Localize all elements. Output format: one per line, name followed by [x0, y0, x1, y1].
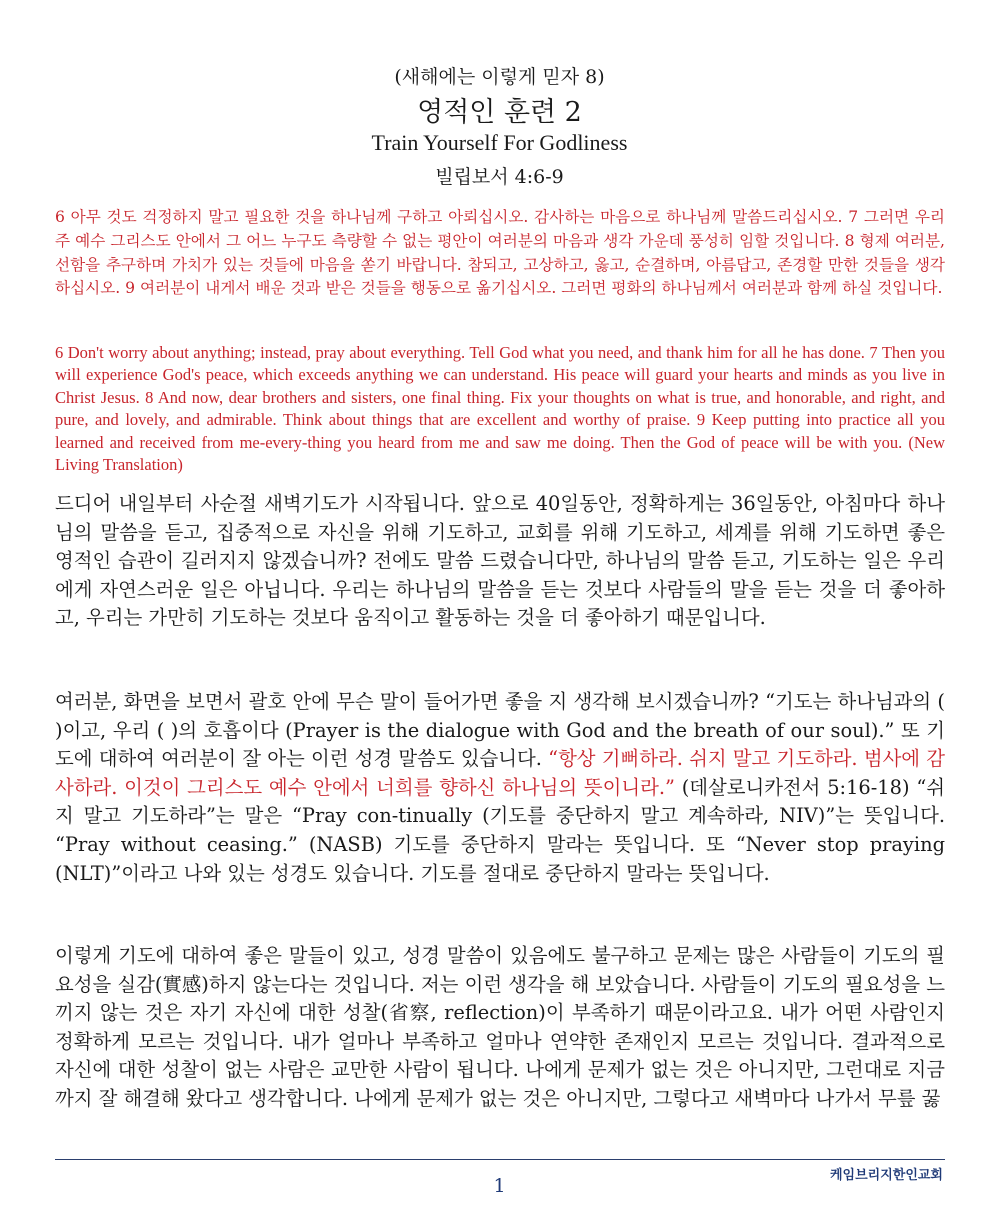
body-paragraph-1: 드디어 내일부터 사순절 새벽기도가 시작됩니다. 앞으로 40일동안, 정확하게는 36일동안, 아침마다 하나님의 말씀을 듣고, 집중적으로 자신을 위해 기도하고, 교회를 위해 기도하고, 세계를 위해 기도하면 좋은 영적인 습관이 길러지지 않겠습니까? 전에도 말씀 드렸습니다만, 하나님의 말씀 듣고, 기도하는 일은 우리에게 자연스러운 일은 아닙니다. 우리는 하나님의 말씀을 듣는 것보다 사람들의 말을 듣는 것을 더 좋아하고, 우리는 가만히 기도하는 것보다 움직이고 활동하는 것을 더 좋아하기 때문입니다.: [55, 492, 945, 630]
body-paragraph-3: 이렇게 기도에 대하여 좋은 말들이 있고, 성경 말씀이 있음에도 불구하고 문제는 많은 사람들이 기도의 필요성을 실감(實感)하지 않는다는 것입니다. 저는 이런 생각을 해 보았습니다. 사람들이 기도의 필요성을 느끼지 않는 것은 자기 자신에 대한 성찰(省察, reflection)이 부족하기 때문이라고요. 내가 어떤 사람인지 정확하게 모르는 것입니다. 내가 얼마나 부족하고 얼마나 연약한 존재인지 모르는 것입니다. 결과적으로 자신에 대한 성찰이 없는 사람은 교만한 사람이 됩니다. 나에게 문제가 없는 것은 아니지만, 그런대로 지금까지 잘 해결해 왔다고 생각합니다. 나에게 문제가 없는 것은 아니지만, 그렇다고 새벽마다 나가서 무릎 꿇: [55, 944, 945, 1110]
english-scripture-passage: 6 Don't worry about anything; instead, pray about everything. Tell God what you need, and thank him for all he has done. 7 Then you will experience God's peace, which exceeds anything we can understand. His peace will guard your hearts and minds as you live in Christ Jesus. 8 And now, dear brothers and sisters, one final thing. Fix your thoughts on what is true, and honorable, and right, and pure, and lovely, and admirable. Think about things that are excellent and worthy of praise. 9 Keep putting into practice all you learned and received from me-every-thing you heard from me and saw me doing. Then the God of peace will be with you. (New Living Translation): [55, 343, 945, 475]
sermon-subtitle: Train Yourself For Godliness: [371, 130, 628, 155]
page-number: 1: [493, 1175, 506, 1197]
church-name: 케임브리지한인교회: [829, 1168, 943, 1183]
sermon-series: (새해에는 이렇게 믿자 8): [394, 66, 605, 88]
quoted-scripture: “항상 기뻐하라. 쉬지 말고 기도하라. 범사에 감사하라. 이것이 그리스도 예수 안에서 너희를 향하신 하나님의 뜻이니라.”: [55, 747, 945, 799]
body-paragraph-2: [55, 688, 945, 888]
paragraph-text: 여러분, 화면을 보면서 괄호 안에 무슨 말이 들어가면 좋을 지 생각해 보시겠습니까? “기도는 하나님과의 ( )이고, 우리 ( )의 호흡이다 (Prayer is the dialogue with God and the breath of our soul).” 또 기도에 대하여 여러분이 잘 아는 이런 성경 말씀도 있습니다.: [55, 690, 945, 771]
paragraph-text: (데살로니카전서 5:16-18) “쉬지 말고 기도하라”는 말은 “Pray con-tinually (기도를 중단하지 말고 계속하라, NIV)”는 뜻입니다. “Pray without ceasing.” (NASB) 기도를 중단하지 말라는 뜻입니다. 또 “Never stop praying (NLT)”이라고 나와 있는 성경도 있습니다. 기도를 절대로 중단하지 말라는 뜻입니다.: [55, 775, 945, 885]
korean-scripture-passage: 6 아무 것도 걱정하지 말고 필요한 것을 하나님께 구하고 아뢰십시오. 감사하는 마음으로 하나님께 말씀드리십시오. 7 그러면 우리 주 예수 그리스도 안에서 그 어느 누구도 측량할 수 없는 평안이 여러분의 마음과 생각 가운데 풍성히 임할 것입니다. 8 형제 여러분, 선함을 추구하며 가치가 있는 것들에 마음을 쏟기 바랍니다. 참되고, 고상하고, 옳고, 순결하며, 아름답고, 존경할 만한 것들을 생각하십시오. 9 여러분이 내게서 배운 것과 받은 것들을 행동으로 옮기십시오. 그러면 평화의 하나님께서 여러분과 함께 하실 것입니다.: [55, 208, 945, 298]
sermon-title: 영적인 훈련 2: [417, 97, 582, 128]
footer-divider: [55, 1159, 945, 1160]
scripture-reference: 빌립보서 4:6-9: [435, 166, 564, 188]
